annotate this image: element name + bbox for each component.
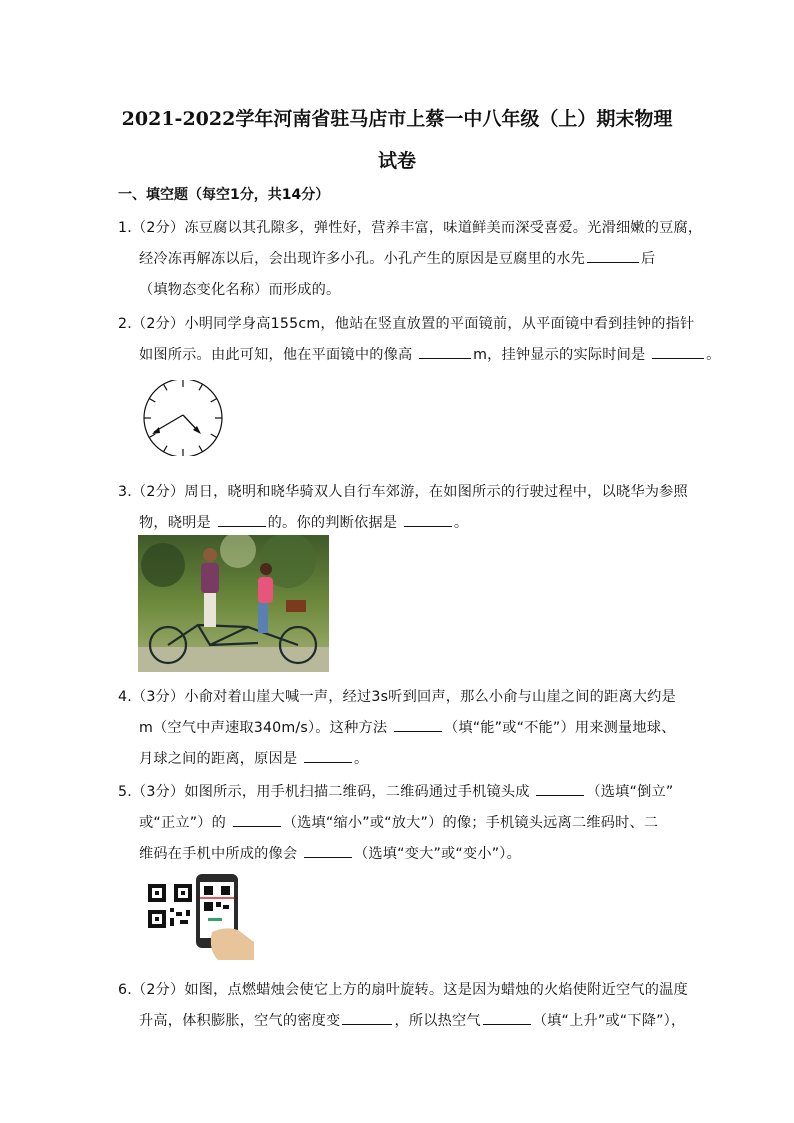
q1-line1: 1.（2分）冻豆腐以其孔隙多，弹性好，营养丰富，味道鲜美而深受喜爱。光滑细嫩的豆腐， — [118, 220, 703, 236]
answer-blank[interactable] — [483, 1010, 531, 1025]
clock-figure — [140, 380, 228, 456]
q4-line2: m（空气中声速取340m/s）。这种方法 （填“能”或“不能”）用来测量地球、 — [139, 717, 676, 737]
answer-blank[interactable] — [218, 512, 266, 527]
answer-blank[interactable] — [587, 248, 639, 263]
page-title: 2021-2022学年河南省驻马店市上蔡一中八年级（上）期末物理 — [121, 108, 673, 130]
answer-blank[interactable] — [404, 512, 452, 527]
q6-line1: 6.（2分）如图，点燃蜡烛会使它上方的扇叶旋转。这是因为蜡烛的火焰使附近空气的温度 — [118, 982, 688, 998]
q4-line1: 4.（3分）小俞对着山崖大喊一声，经过3s听到回声，那么小俞与山崖之间的距离大约是 — [118, 689, 676, 705]
q2-line2: 如图所示。由此可知，他在平面镜中的像高 m，挂钟显示的实际时间是 。 — [139, 344, 721, 364]
q1-line2: 经冷冻再解冻以后，会出现许多小孔。小孔产生的原因是豆腐里的水先 后 — [139, 248, 655, 268]
answer-blank[interactable] — [304, 748, 352, 763]
q2-line1: 2.（2分）小明同学身高155cm，他站在竖直放置的平面镜前，从平面镜中看到挂钟的指针 — [118, 316, 695, 332]
answer-blank[interactable] — [652, 344, 704, 359]
answer-blank[interactable] — [536, 781, 584, 796]
section-heading: 一、填空题（每空1分，共14分） — [118, 187, 330, 203]
answer-blank[interactable] — [342, 1010, 392, 1025]
page-title-line2: 试卷 — [377, 150, 416, 172]
q5-line3: 维码在手机中所成的像会 （选填“变大”或“变小”）。 — [139, 843, 521, 863]
answer-blank[interactable] — [394, 717, 442, 732]
q3-line2: 物，晓明是 的。你的判断依据是 。 — [139, 512, 468, 532]
q5-line1: 5.（3分）如图所示，用手机扫描二维码，二维码通过手机镜头成 （选填“倒立” — [118, 781, 673, 801]
qr-phone-figure — [146, 872, 256, 960]
q4-line3: 月球之间的距离，原因是 。 — [139, 748, 368, 768]
answer-blank[interactable] — [419, 344, 471, 359]
clock-hands — [152, 415, 201, 434]
q6-line2: 升高，体积膨胀，空气的密度变 ，所以热空气 （填“上升”或“下降”）， — [139, 1010, 685, 1030]
q3-line1: 3.（2分）周日，晓明和晓华骑双人自行车郊游，在如图所示的行驶过程中，以晓华为参照 — [118, 484, 688, 500]
tandem-bicycle-photo — [138, 535, 329, 672]
q1-line3: （填物态变化名称）而形成的。 — [139, 282, 341, 298]
answer-blank[interactable] — [233, 812, 281, 827]
answer-blank[interactable] — [304, 843, 352, 858]
q5-line2: 或“正立”）的 （选填“缩小”或“放大”）的像；手机镜头远离二维码时、二 — [139, 812, 658, 832]
